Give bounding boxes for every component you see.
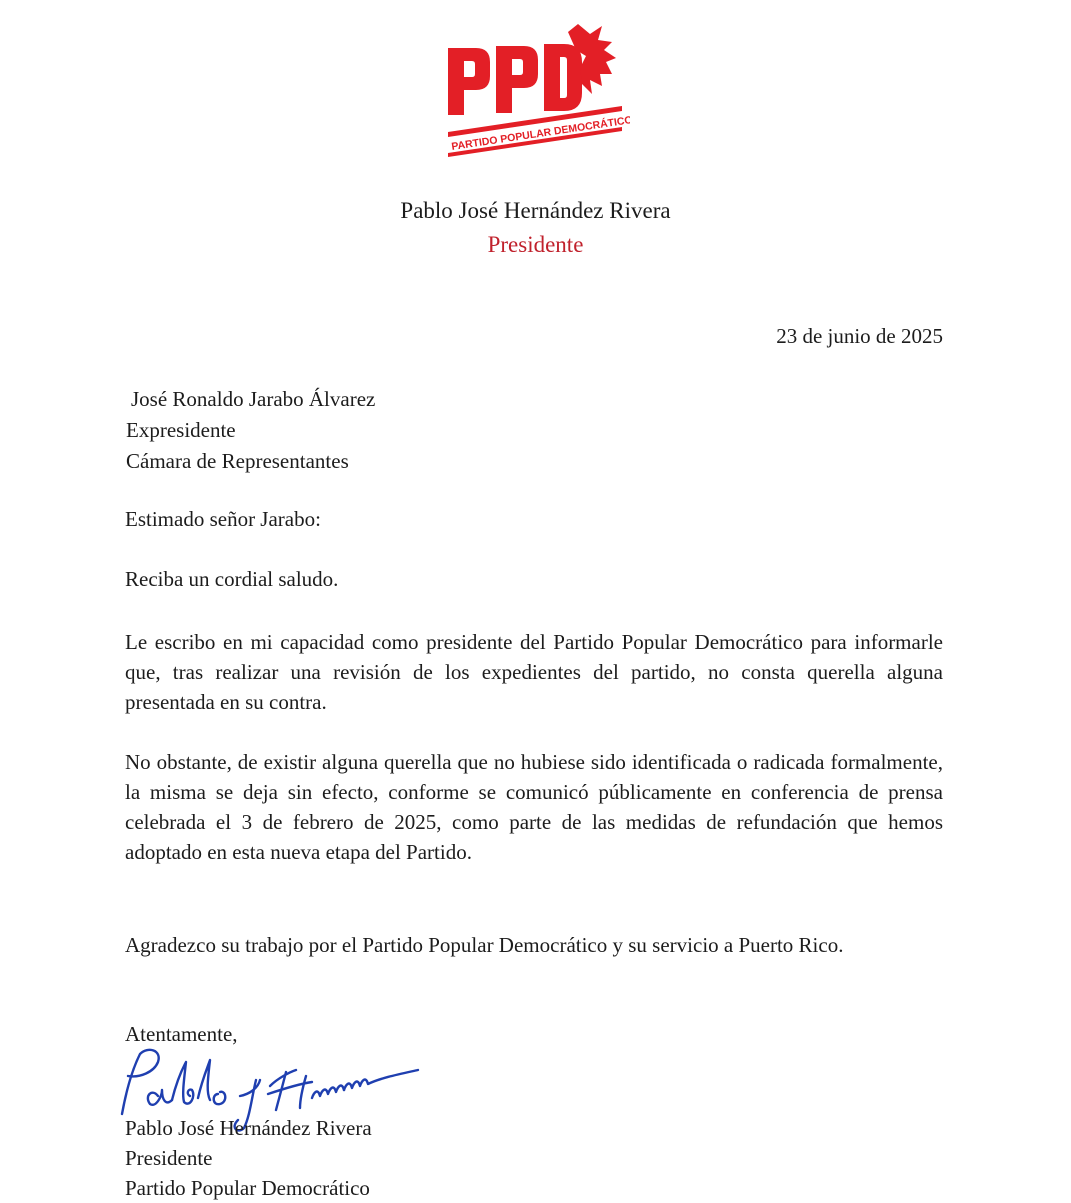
recipient-institution: Cámara de Representantes: [126, 449, 349, 473]
body-paragraph: No obstante, de existir alguna querella que no hubiese sido identificada o radicada formalmente, la misma se deja sin efecto, conforme se comunicó públicamente en conferencia de prensa celebrada el 3 de febrero de 2025, como parte de las medidas de refundación que hemos adoptado en esta nueva etapa del Partido.: [125, 750, 943, 864]
signer-block: [125, 1113, 372, 1203]
closing: Atentamente,: [125, 1022, 238, 1046]
signer-name: Pablo José Hernández Rivera: [125, 1116, 372, 1140]
recipient-name: José Ronaldo Jarabo Álvarez: [131, 387, 376, 411]
salutation: Estimado señor Jarabo:: [125, 507, 321, 531]
greeting: Reciba un cordial saludo.: [125, 567, 339, 591]
ppd-logo: [440, 20, 630, 165]
signer-title: Presidente: [125, 1146, 213, 1170]
recipient-block: [126, 384, 375, 477]
header-name: Pablo José Hernández Rivera: [400, 198, 671, 223]
logo-party-name: PARTIDO POPULAR DEMOCRÁTICO: [450, 114, 630, 153]
header-title: Presidente: [487, 232, 584, 257]
body-paragraph: Le escribo en mi capacidad como presidente del Partido Popular Democrático para informarle que, tras realizar una revisión de los expedientes del partido, no consta querella alguna presentada en su contra.: [125, 630, 943, 714]
body-paragraph: Agradezco su trabajo por el Partido Popular Democrático y su servicio a Puerto Rico.: [125, 933, 844, 957]
letter-date: 23 de junio de 2025: [776, 324, 943, 348]
ppd-logo-graphic: [440, 20, 630, 165]
recipient-position: Expresidente: [126, 418, 236, 442]
signer-organization: Partido Popular Democrático: [125, 1176, 370, 1200]
